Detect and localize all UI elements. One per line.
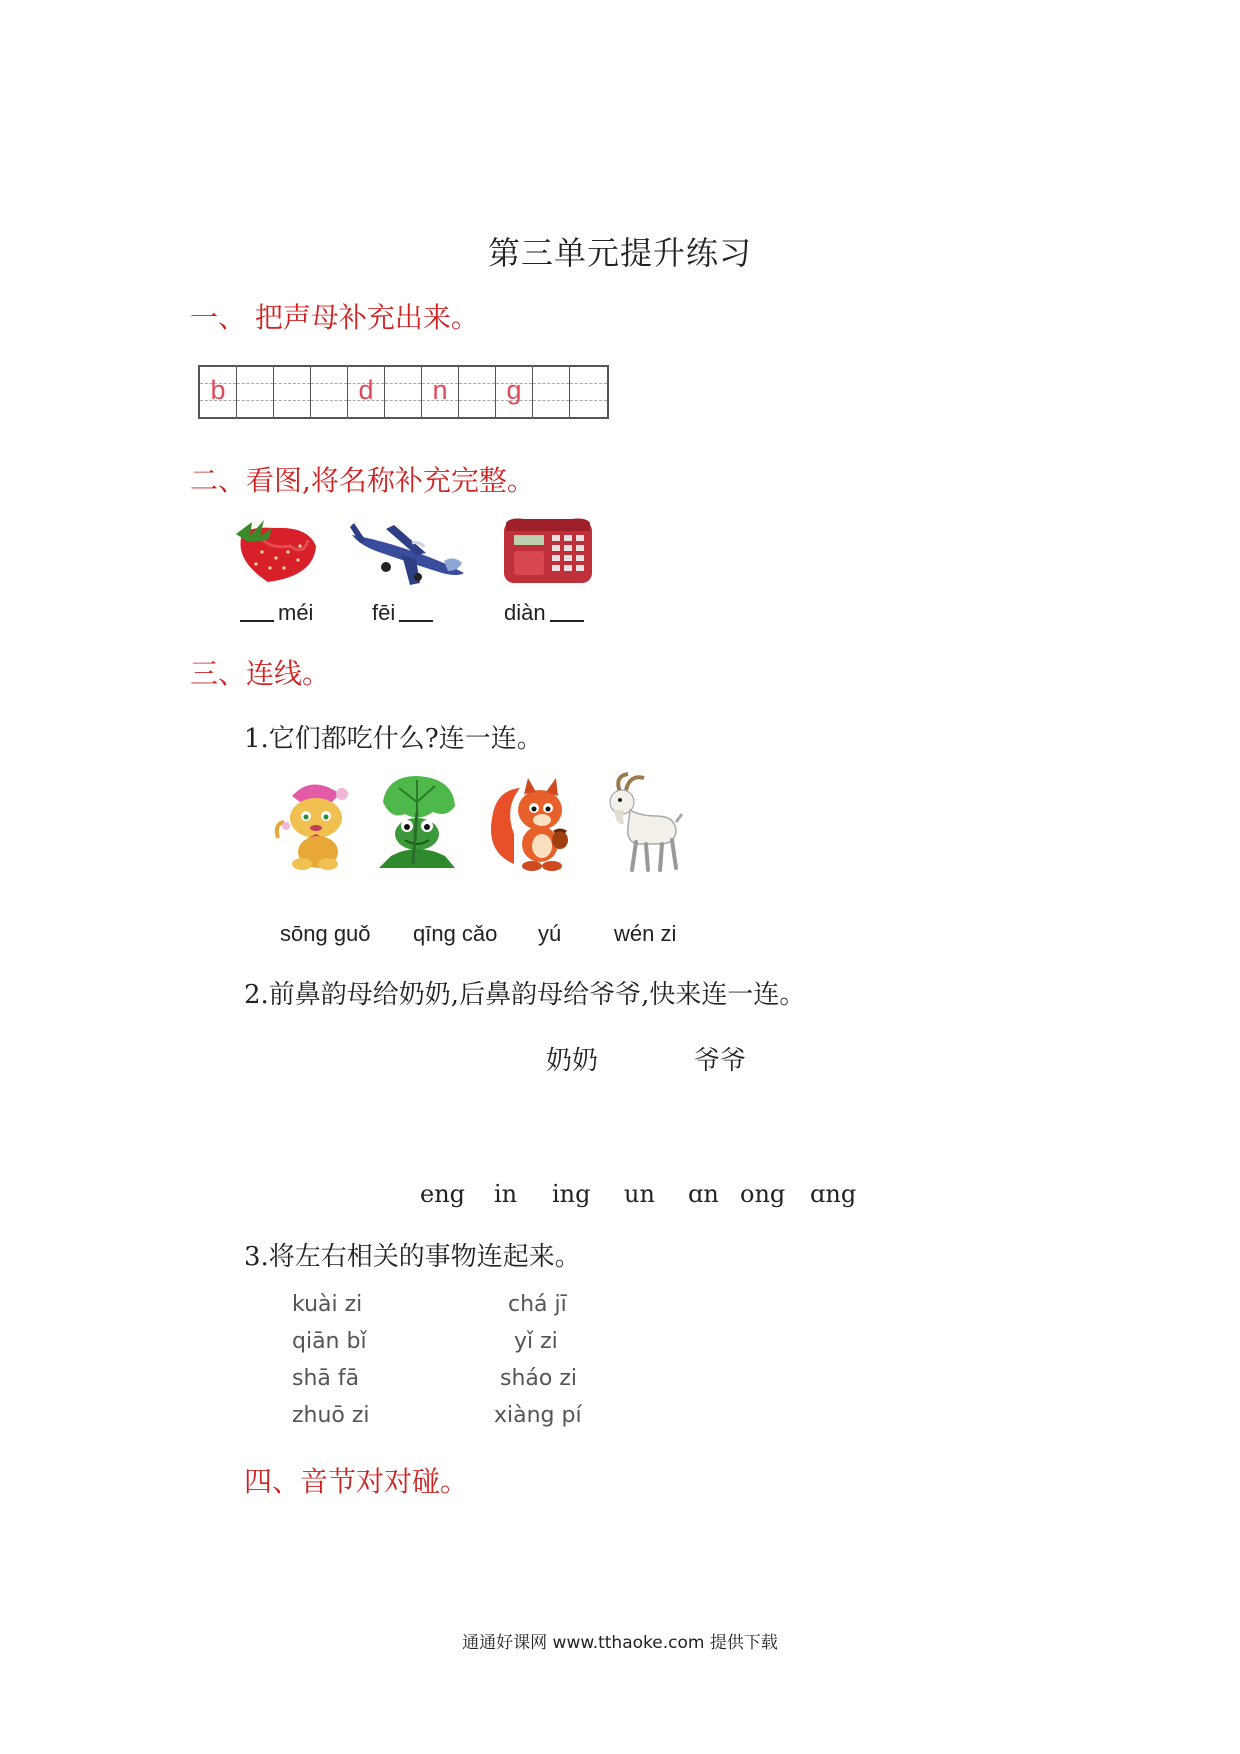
right-item: xiàng pí: [494, 1403, 582, 1428]
right-item: chá jī: [508, 1292, 567, 1317]
food-label: yú: [538, 921, 562, 946]
fill-item-3: diàn: [504, 600, 588, 626]
left-item: zhuō zi: [292, 1403, 370, 1428]
grid-cell[interactable]: [533, 367, 570, 417]
grid-cell[interactable]: [459, 367, 496, 417]
food-label: qīng cǎo: [413, 921, 498, 946]
grid-cell[interactable]: [385, 367, 422, 417]
answer-blank[interactable]: [550, 620, 584, 622]
left-item: shā fā: [292, 1366, 360, 1391]
right-item: yǐ zi: [514, 1329, 558, 1354]
answer-blank[interactable]: [240, 620, 274, 622]
food-label: wén zi: [614, 921, 677, 946]
squirrel-image: [484, 774, 578, 872]
grid-cell[interactable]: d: [348, 367, 385, 417]
syllable: in: [494, 1180, 518, 1208]
left-item: qiān bǐ: [292, 1329, 367, 1354]
grid-cell[interactable]: [274, 367, 311, 417]
syllable: ing: [552, 1180, 591, 1208]
footer-text: 通通好课网 www.tthaoke.com 提供下载: [462, 1633, 778, 1653]
section2-heading: 二、看图,将名称补充完整。: [190, 464, 535, 497]
pinyin-grid: [198, 365, 609, 419]
grid-cell[interactable]: [311, 367, 348, 417]
syllable: ɑng: [810, 1180, 857, 1208]
person-grandma: 奶奶: [546, 1046, 599, 1076]
telephone-image: [500, 515, 596, 587]
question-2: 2.前鼻韵母给奶奶,后鼻韵母给爷爷,快来连一连。: [244, 980, 806, 1010]
grid-cell[interactable]: g: [496, 367, 533, 417]
syllable: ɑn: [688, 1180, 719, 1208]
goat-image: [600, 770, 684, 878]
section4-heading: 四、音节对对碰。: [244, 1465, 469, 1498]
grid-cell[interactable]: [237, 367, 274, 417]
fill-item-2: fēi: [372, 600, 437, 626]
section1-heading: 一、 把声母补充出来。: [190, 301, 479, 334]
answer-blank[interactable]: [399, 620, 433, 622]
frog-image: [373, 772, 461, 874]
question-3: 3.将左右相关的事物连起来。: [244, 1242, 581, 1272]
grid-cell[interactable]: [570, 367, 607, 417]
strawberry-image: [228, 516, 320, 586]
grid-cell[interactable]: n: [422, 367, 459, 417]
person-grandpa: 爷爷: [694, 1046, 747, 1076]
syllable: un: [624, 1180, 655, 1208]
fill-item-1: méi: [236, 600, 313, 626]
cat-image: [272, 776, 354, 872]
food-label: sōng guǒ: [280, 921, 371, 946]
syllable: ong: [740, 1180, 786, 1208]
airplane-image: [346, 515, 470, 587]
grid-cell[interactable]: b: [200, 367, 237, 417]
page-title: 第三单元提升练习: [487, 234, 752, 272]
left-item: kuài zi: [292, 1292, 363, 1317]
section3-heading: 三、连线。: [190, 657, 331, 690]
right-item: sháo zi: [500, 1366, 577, 1391]
question-1: 1.它们都吃什么?连一连。: [244, 724, 543, 754]
syllable: eng: [420, 1180, 466, 1208]
